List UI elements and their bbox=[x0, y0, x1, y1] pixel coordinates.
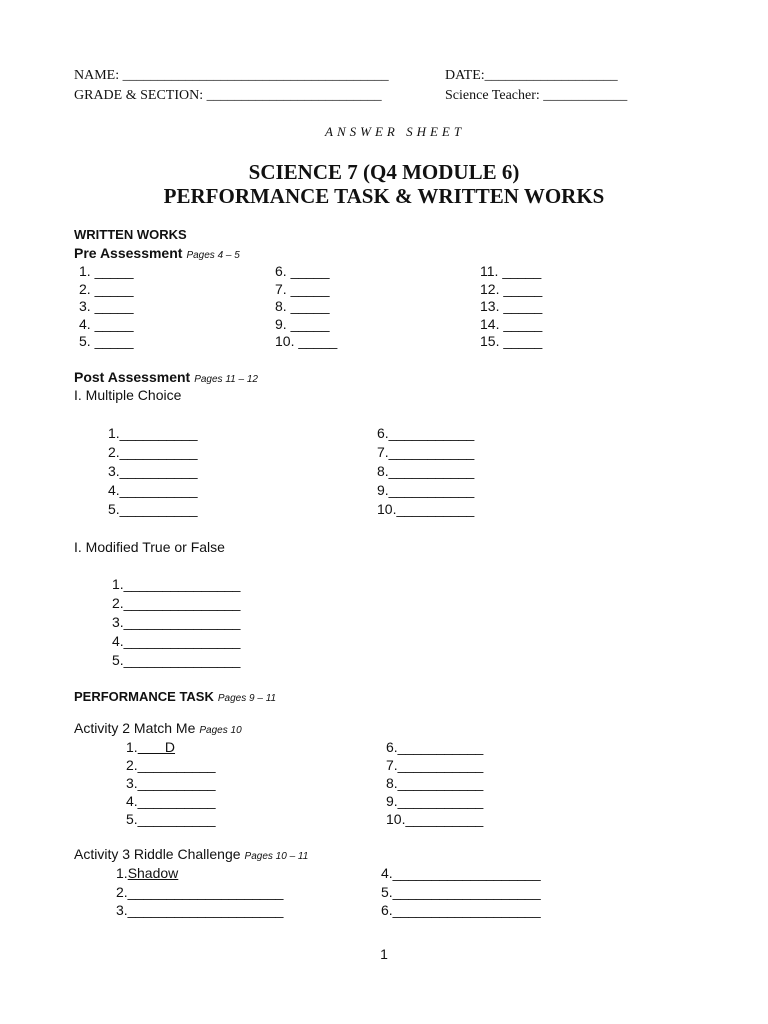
list-item: 1._______________ bbox=[112, 576, 241, 592]
list-item: 15. _____ bbox=[480, 333, 543, 349]
list-item: 13. _____ bbox=[480, 298, 543, 314]
pre-assessment-heading bbox=[74, 245, 240, 261]
list-item: 2.__________ bbox=[126, 757, 216, 773]
list-item: 5.___________________ bbox=[381, 883, 541, 900]
list-item: 8. _____ bbox=[275, 298, 330, 314]
pre-assessment-col-3 bbox=[480, 263, 542, 351]
list-item: 2._______________ bbox=[112, 595, 241, 611]
pre-assessment-pages: Pages 4 – 5 bbox=[186, 250, 240, 261]
list-item: 7.___________ bbox=[386, 757, 484, 773]
list-item: 9.___________ bbox=[377, 482, 475, 498]
list-item: 8.___________ bbox=[377, 463, 475, 479]
pre-assessment-col-1 bbox=[79, 263, 134, 351]
multiple-choice-title: I. Multiple Choice bbox=[74, 387, 182, 403]
list-item: 2.__________ bbox=[108, 444, 198, 460]
list-item: 10.__________ bbox=[386, 811, 484, 827]
list-item: 3._______________ bbox=[112, 614, 241, 630]
written-works-title: WRITTEN WORKS bbox=[74, 227, 187, 242]
activity-3-heading bbox=[74, 846, 308, 862]
page-number: 1 bbox=[380, 946, 388, 962]
activity-2-heading bbox=[74, 720, 242, 736]
multiple-choice-col-2 bbox=[377, 424, 474, 519]
answer-sheet-label: ANSWER SHEET bbox=[325, 124, 466, 139]
list-item: 6.___________ bbox=[377, 425, 475, 441]
true-false-col bbox=[112, 575, 240, 670]
list-item: 10.__________ bbox=[377, 501, 475, 517]
list-item: 3. _____ bbox=[79, 298, 134, 314]
page-subtitle: PERFORMANCE TASK & WRITTEN WORKS bbox=[163, 184, 605, 208]
science-teacher-field: Science Teacher: ____________ bbox=[445, 88, 628, 103]
list-item: 8.___________ bbox=[386, 775, 484, 791]
multiple-choice-col-1 bbox=[108, 424, 198, 519]
pre-assessment-col-2 bbox=[275, 263, 337, 351]
item-number: 1. bbox=[126, 739, 138, 755]
list-item bbox=[116, 864, 283, 883]
list-item: 9.___________ bbox=[386, 793, 484, 809]
post-assessment-heading bbox=[74, 369, 258, 385]
list-item: 4. _____ bbox=[79, 315, 134, 332]
performance-task-pages: Pages 9 – 11 bbox=[217, 693, 277, 704]
activity-3-pages: Pages 10 – 11 bbox=[244, 851, 309, 862]
activity-3-label: Activity 3 Riddle Challenge bbox=[74, 846, 241, 862]
answer-d: D bbox=[137, 739, 176, 755]
list-item: 9. _____ bbox=[275, 315, 330, 332]
list-item: 14. _____ bbox=[480, 315, 543, 332]
list-item: 3.____________________ bbox=[116, 902, 284, 918]
list-item: 1.__________ bbox=[108, 425, 198, 441]
true-false-title: I. Modified True or False bbox=[74, 539, 225, 555]
list-item: 12. _____ bbox=[480, 280, 543, 297]
post-assessment-pages: Pages 11 – 12 bbox=[194, 374, 258, 385]
list-item: 6.___________________ bbox=[381, 902, 541, 918]
performance-task-title: PERFORMANCE TASK bbox=[74, 689, 214, 704]
list-item bbox=[126, 738, 216, 756]
performance-task-heading bbox=[74, 689, 276, 704]
activity-2-col-1 bbox=[126, 738, 216, 828]
date-field: DATE:___________________ bbox=[445, 68, 618, 83]
list-item: 4._______________ bbox=[112, 633, 241, 649]
list-item: 5. _____ bbox=[79, 333, 134, 349]
activity-2-label: Activity 2 Match Me bbox=[74, 720, 196, 736]
list-item: 7.___________ bbox=[377, 444, 475, 460]
answer-shadow: Shadow bbox=[127, 865, 179, 881]
list-item: 5.__________ bbox=[108, 501, 198, 517]
activity-3-col-2 bbox=[381, 864, 541, 920]
name-field: NAME: ______________________________________ bbox=[74, 68, 389, 83]
list-item: 4.__________ bbox=[126, 793, 216, 809]
activity-2-col-2 bbox=[386, 738, 483, 828]
post-assessment-label: Post Assessment bbox=[74, 369, 191, 385]
page-title: SCIENCE 7 (Q4 MODULE 6) bbox=[248, 160, 520, 184]
list-item: 3.__________ bbox=[126, 775, 216, 791]
list-item: 6. _____ bbox=[275, 263, 330, 279]
list-item: 2. _____ bbox=[79, 280, 134, 297]
list-item: 5._______________ bbox=[112, 652, 241, 668]
list-item: 7. _____ bbox=[275, 280, 330, 297]
list-item: 11. _____ bbox=[480, 263, 542, 279]
list-item: 6.___________ bbox=[386, 739, 484, 755]
activity-2-pages: Pages 10 bbox=[199, 725, 242, 736]
pre-assessment-label: Pre Assessment bbox=[74, 245, 183, 261]
list-item: 5.__________ bbox=[126, 811, 216, 827]
item-number: 1. bbox=[116, 865, 128, 881]
list-item: 10. _____ bbox=[275, 333, 338, 349]
list-item: 4.__________ bbox=[108, 482, 198, 498]
list-item: 2.____________________ bbox=[116, 883, 284, 900]
activity-3-col-1 bbox=[116, 864, 283, 920]
grade-section-field: GRADE & SECTION: _________________________ bbox=[74, 88, 382, 103]
list-item: 1. _____ bbox=[79, 263, 134, 279]
list-item: 4.___________________ bbox=[381, 865, 541, 881]
list-item: 3.__________ bbox=[108, 463, 198, 479]
